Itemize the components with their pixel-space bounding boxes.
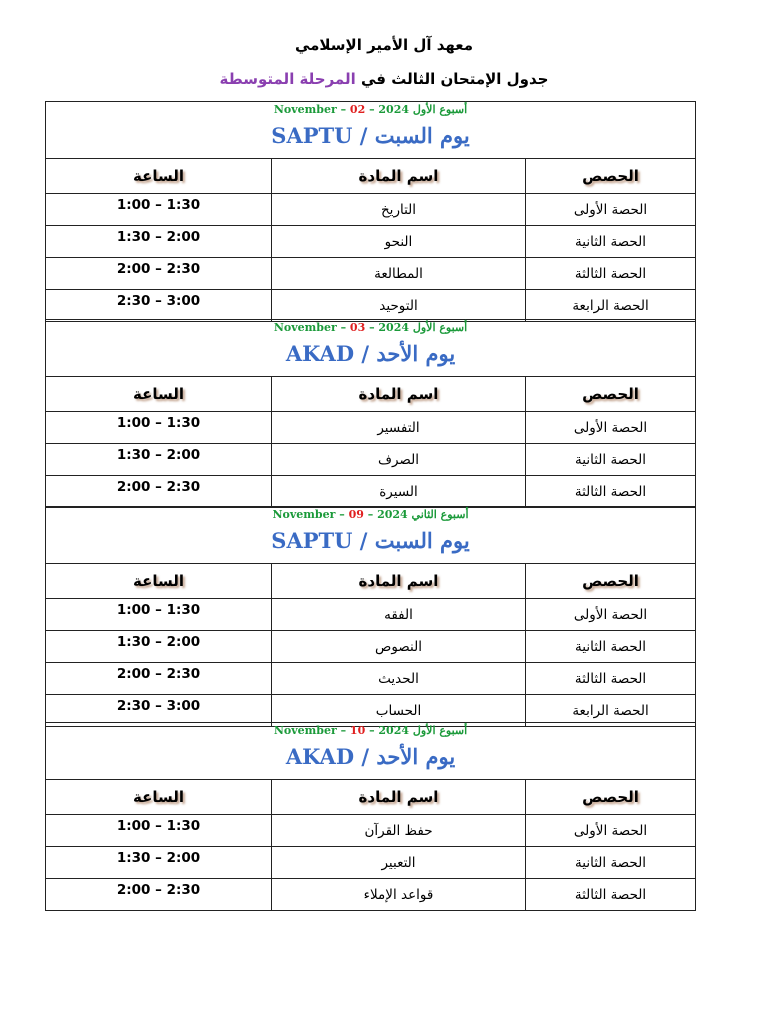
table-row (46, 879, 696, 911)
subject-cell: السيرة (272, 476, 526, 508)
day-label: SAPTU / يوم السبت (271, 528, 470, 553)
col-header-time: الساعة (46, 780, 272, 815)
time-cell: 1:00 – 1:30 (46, 412, 272, 444)
period-cell: الحصة الأولى (526, 412, 696, 444)
period-cell: الحصة الأولى (526, 599, 696, 631)
table-row (46, 663, 696, 695)
table-row (46, 258, 696, 290)
day-header (46, 320, 696, 377)
period-cell: الحصة الأولى (526, 815, 696, 847)
col-header-time: الساعة (46, 564, 272, 599)
time-cell: 1:30 – 2:00 (46, 631, 272, 663)
day-header (46, 723, 696, 780)
subtitle-stage: المرحلة المتوسطة (219, 70, 356, 88)
table-row (46, 226, 696, 258)
week-day: 09 (348, 508, 364, 521)
table-row (46, 631, 696, 663)
col-header-subject: اسم المادة (272, 564, 526, 599)
table-row (46, 290, 696, 322)
col-header-period: الحصص (526, 780, 696, 815)
col-header-time: الساعة (46, 159, 272, 194)
subject-cell: التعبير (272, 847, 526, 879)
col-header-period: الحصص (526, 564, 696, 599)
day-header (46, 102, 696, 159)
period-cell: الحصة الثالثة (526, 476, 696, 508)
day-schedule-table (45, 101, 696, 322)
week-month: November – (273, 321, 347, 334)
subject-cell: التوحيد (272, 290, 526, 322)
col-header-subject: اسم المادة (272, 159, 526, 194)
week-day: 02 (349, 103, 366, 116)
time-cell: 1:00 – 1:30 (46, 599, 272, 631)
week-line (46, 103, 695, 117)
subject-cell: الصرف (272, 444, 526, 476)
week-year: – 2024 (369, 103, 410, 116)
week-line (46, 508, 695, 522)
time-cell: 2:30 – 3:00 (46, 290, 272, 322)
week-line (46, 321, 695, 335)
day-header (46, 507, 696, 564)
time-cell: 1:30 – 2:00 (46, 847, 272, 879)
col-header-period: الحصص (526, 159, 696, 194)
subject-cell: التفسير (272, 412, 526, 444)
time-cell: 1:30 – 2:00 (46, 226, 272, 258)
period-cell: الحصة الثانية (526, 631, 696, 663)
day-label: SAPTU / يوم السبت (271, 123, 470, 148)
week-day: 03 (349, 321, 366, 334)
col-header-subject: اسم المادة (272, 377, 526, 412)
week-label: أسبوع الأول (412, 724, 468, 737)
schedule-subtitle (0, 70, 768, 88)
period-cell: الحصة الثانية (526, 444, 696, 476)
week-label: أسبوع الأول (412, 321, 468, 334)
period-cell: الحصة الأولى (526, 194, 696, 226)
week-month: November – (272, 508, 345, 521)
week-month: November – (273, 724, 347, 737)
time-cell: 1:00 – 1:30 (46, 815, 272, 847)
table-row (46, 847, 696, 879)
subject-cell: الحساب (272, 695, 526, 727)
col-header-time: الساعة (46, 377, 272, 412)
subject-cell: قواعد الإملاء (272, 879, 526, 911)
time-cell: 1:00 – 1:30 (46, 194, 272, 226)
day-label: AKAD / يوم الأحد (285, 744, 456, 769)
subject-cell: الفقه (272, 599, 526, 631)
subject-cell: النحو (272, 226, 526, 258)
time-cell: 2:00 – 2:30 (46, 476, 272, 508)
subtitle-main: جدول الإمتحان الثالث في (360, 70, 549, 88)
week-line (46, 724, 695, 738)
period-cell: الحصة الرابعة (526, 695, 696, 727)
table-row (46, 194, 696, 226)
subject-cell: التاريخ (272, 194, 526, 226)
time-cell: 2:30 – 3:00 (46, 695, 272, 727)
period-cell: الحصة الرابعة (526, 290, 696, 322)
table-row (46, 476, 696, 508)
day-schedule-table (45, 506, 696, 727)
time-cell: 2:00 – 2:30 (46, 663, 272, 695)
period-cell: الحصة الثالثة (526, 258, 696, 290)
period-cell: الحصة الثانية (526, 226, 696, 258)
col-header-period: الحصص (526, 377, 696, 412)
period-cell: الحصة الثالثة (526, 663, 696, 695)
institute-title: معهد آل الأمير الإسلامي (294, 36, 474, 54)
subject-cell: حفظ القرآن (272, 815, 526, 847)
day-schedule-table (45, 722, 696, 911)
day-label: AKAD / يوم الأحد (285, 341, 456, 366)
time-cell: 1:30 – 2:00 (46, 444, 272, 476)
period-cell: الحصة الثانية (526, 847, 696, 879)
time-cell: 2:00 – 2:30 (46, 258, 272, 290)
col-header-subject: اسم المادة (272, 780, 526, 815)
week-label: أسبوع الأول (412, 103, 468, 116)
week-day: 10 (349, 724, 366, 737)
week-label: أسبوع الثاني (411, 508, 469, 521)
time-cell: 2:00 – 2:30 (46, 879, 272, 911)
week-year: – 2024 (369, 724, 410, 737)
day-schedule-table (45, 319, 696, 508)
subject-cell: الحديث (272, 663, 526, 695)
subject-cell: النصوص (272, 631, 526, 663)
period-cell: الحصة الثالثة (526, 879, 696, 911)
table-row (46, 815, 696, 847)
subject-cell: المطالعة (272, 258, 526, 290)
table-row (46, 412, 696, 444)
week-year: – 2024 (369, 321, 410, 334)
week-year: – 2024 (367, 508, 408, 521)
week-month: November – (273, 103, 347, 116)
table-row (46, 599, 696, 631)
table-row (46, 444, 696, 476)
